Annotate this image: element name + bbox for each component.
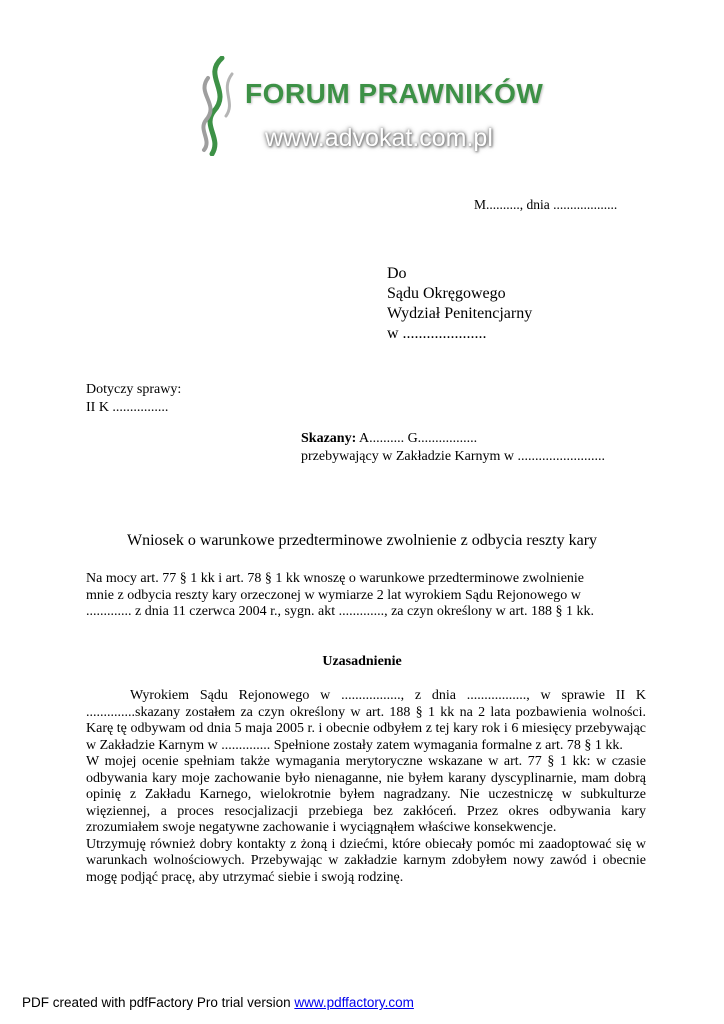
document-title: Wniosek o warunkowe przedterminowe zwolnienie z odbycia reszty kary [126, 532, 598, 549]
case-reference [86, 381, 181, 417]
pdf-footer [22, 995, 414, 1010]
case-number: II K ................ [86, 400, 169, 415]
justification-paragraph: Wyrokiem Sądu Rejonowego w ................., z dnia ................., w sprawie II K ..............skazany zostałem za czyn określony w art. 188 § 1 kk na 2 lata pozbawienia wolności. Karę tę odbywam od dnia 5 maja 2005 r. i obecnie odbyłem z tej kary rok i 6 miesięcy przebywając w Zakładzie Karnym w .............. Spełnione zostały zatem wymagania formalne z art. 78 § 1 kk. [86, 688, 646, 753]
convict-label: Skazany: [301, 431, 357, 446]
justification-paragraph: W mojej ocenie spełniam także wymagania merytoryczne wskazane w art. 77 § 1 kk: w czasie odbywania kary moje zachowanie było nienaganne, nie byłem karany dyscyplinarnie, mam dobrą opinię z Zakładu Karnego, wielokrotnie byłem nagradzany. Nie uczestniczę w subkulturze więziennej, a proces resocjalizacji przebiega bez zakłóceń. Przez okres odbywania kary zrozumiałem swoje negatywne zachowanie i wyciągnąłem właściwe konsekwencje. [86, 754, 646, 835]
footer-text: PDF created with pdfFactory Pro trial version [22, 995, 295, 1010]
intro-line: ............. z dnia 11 czerwca 2004 r., sygn. akt ............., za czyn określony w art. 188 § 1 kk. [86, 604, 595, 619]
justification-paragraph: Utrzymuję również dobry kontakty z żoną i dziećmi, które obiecały pomóc mi zaadoptować się w warunkach wolnościowych. Przebywając w zakładzie karnym zdobyłem nowy zawód i obecnie mogę podjąć pracę, aby utrzymać siebie i swoją rodzinę. [86, 836, 646, 885]
case-label: Dotyczy sprawy: [86, 382, 182, 397]
addressee-line: Wydział Penitencjarny [387, 305, 533, 322]
convict-block [301, 430, 605, 466]
justification-heading: Uzasadnienie [322, 654, 402, 669]
addressee-line: w ..................... [387, 325, 487, 342]
date-line: M.........., dnia ................... [474, 197, 618, 212]
intro-paragraph [86, 571, 646, 621]
logo-title: FORUM PRAWNIKÓW [245, 78, 544, 109]
intro-line: Na mocy art. 77 § 1 kk i art. 78 § 1 kk wnoszę o warunkowe przedterminowe zwolnienie [86, 571, 585, 586]
addressee-block [387, 264, 532, 344]
footer-link[interactable]: www.pdffactory.com [294, 995, 414, 1010]
convict-location: przebywający w Zakładzie Karnym w ......................... [301, 449, 606, 464]
forum-prawnikow-logo [190, 52, 544, 162]
intro-line: mnie z odbycia reszty kary orzeczonej w wymiarze 2 lat wyrokiem Sądu Rejonowego w [86, 587, 581, 603]
addressee-line: Do [387, 265, 407, 282]
logo-url: www.advokat.com.pl [265, 124, 493, 152]
justification-body [86, 688, 646, 886]
addressee-line: Sądu Okręgowego [387, 285, 506, 302]
swirl-logo-icon [192, 56, 242, 156]
convict-name: A.......... G................. [356, 431, 478, 446]
